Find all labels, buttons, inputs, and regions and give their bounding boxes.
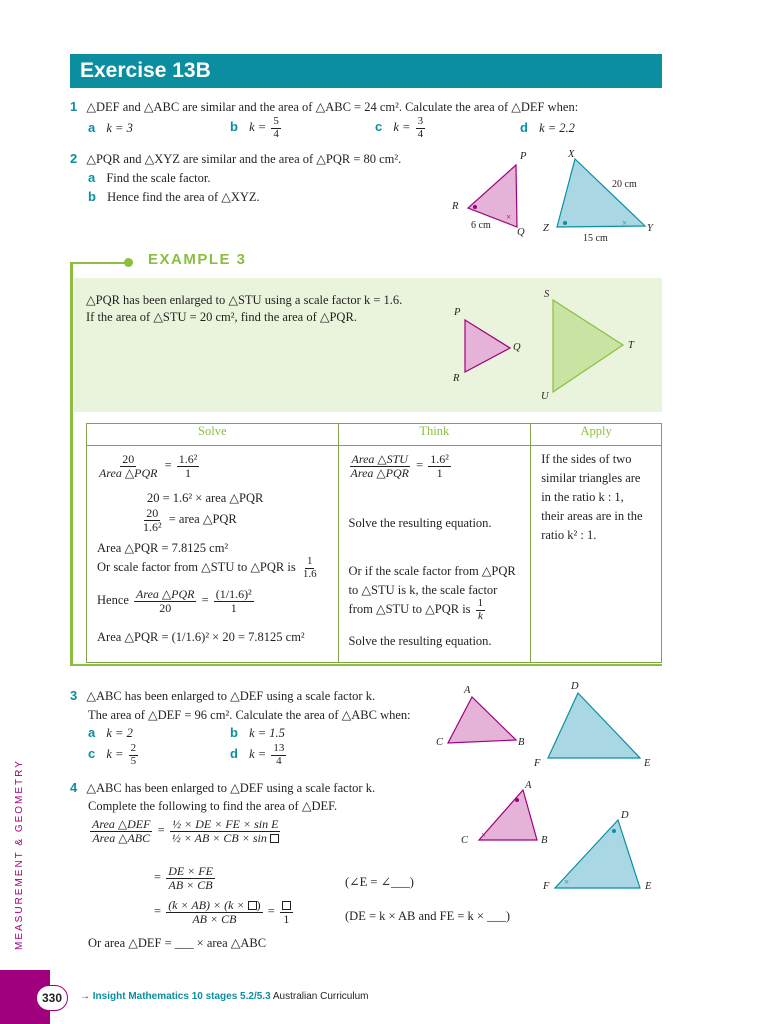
q2-figure: × × P Q R X Y Z 6 cm 20 cm 15 cm xyxy=(440,145,670,250)
solve-header: Solve xyxy=(87,424,339,446)
question-1 xyxy=(70,99,578,115)
q1-part-d: d k = 2.2 xyxy=(520,120,575,135)
section-side-label: MEASUREMENT & GEOMETRY xyxy=(14,759,25,950)
q3-line-2: The area of △DEF = 96 cm². Calculate the area of △ABC when: xyxy=(88,708,411,722)
svg-text:×: × xyxy=(481,830,487,840)
q3-figure: A B C D E F xyxy=(430,685,670,775)
q1-part-c: c k = $\frac{3}{4}$ xyxy=(375,115,424,140)
q2-triangles xyxy=(440,145,670,250)
example-title: EXAMPLE 3 xyxy=(148,251,247,268)
solve-cell: $\frac{20}{\text{Area △PQR}}$ = $\frac{\text{1.6²}}{1}$ 20 = 1.6² × area △PQR $\frac{20}{\text{1.6²}}$ = area △PQR Area △PQR = 7.8125 cm² Or scale factor from △STU to △PQR is $\frac{1}{1.6}$ Hence $\frac{\text{Area △PQR}}{20}$ = $\frac{\text{(1/1.6)²}}{1}$ Area △PQR = (1/1.6)² × 20 = 7.8125 cm² xyxy=(97,452,317,644)
q3-part-a: a k = 2 xyxy=(88,725,133,740)
example-triangles xyxy=(440,285,660,410)
example-figure: P Q R S T U xyxy=(440,285,660,410)
q4-note-2: (DE = k × AB and FE = k × ___) xyxy=(345,909,510,923)
example-line-1: △PQR has been enlarged to △STU using a scale factor k = 1.6. xyxy=(86,293,403,307)
question-3: 3 △ABC has been enlarged to △DEF using a scale factor k. xyxy=(70,688,376,703)
footer-title: → Insight Mathematics 10 stages 5.2/5.3 Australian Curriculum xyxy=(80,991,369,1002)
svg-text:×: × xyxy=(564,877,570,887)
q4-step-2: = $\frac{DE \times FE}{AB \times CB}$ xyxy=(154,864,213,892)
think-header: Think xyxy=(338,424,531,446)
q1-text: △DEF and △ABC are similar and the area of △ABC = 24 cm². Calculate the area of △DEF when: xyxy=(86,100,579,114)
q3-part-c: c k = $\frac{2}{5}$ xyxy=(88,742,137,767)
q4-triangles xyxy=(455,780,665,895)
apply-header: Apply xyxy=(531,424,662,446)
q4-final-line: Or area △DEF = ___ × area △ABC xyxy=(88,936,267,950)
q1-part-b: b k = $\frac{5}{4}$ xyxy=(230,115,279,140)
question-2: 2 △PQR and △XYZ are similar and the area of △PQR = 80 cm². xyxy=(70,151,402,166)
think-cell: $\frac{\text{Area △STU}}{\text{Area △PQR}}$ = $\frac{\text{1.6²}}{1}$ Solve the resulting equation. Or if the scale factor from △PQR to △STU is k, the scale factor from △STU to △PQR is $\frac{1}{k}$ Solve the resulting equation. xyxy=(348,452,516,648)
exercise-title: Exercise 13B xyxy=(80,59,211,82)
q1-part-a: a k = 3 xyxy=(88,120,133,135)
q1-number: 1 xyxy=(70,99,78,114)
svg-text:×: × xyxy=(506,212,512,222)
blank-box xyxy=(282,901,291,910)
q3-part-d: d k = $\frac{13}{4}$ xyxy=(230,742,285,767)
apply-cell: If the sides of two similar triangles are in the ratio k : 1, their areas are in the ratio k² : 1. xyxy=(541,452,643,542)
example-3-rule xyxy=(70,262,73,666)
q3-part-b: b k = 1.5 xyxy=(230,725,285,740)
question-4: 4 △ABC has been enlarged to △DEF using a scale factor k. xyxy=(70,780,376,795)
q4-figure: × × A B C D E F xyxy=(455,780,665,895)
blank-box xyxy=(270,834,279,843)
q2-part-b: b Hence find the area of △XYZ. xyxy=(88,189,260,204)
q3-triangles xyxy=(430,685,670,775)
q4-step-3: = $\frac{(k \times AB) \times (k \times )}{AB \times CB}$ = 1 xyxy=(154,899,295,925)
q4-note-1: (∠E = ∠___) xyxy=(345,875,414,889)
example-line-2: If the area of △STU = 20 cm², find the area of △PQR. xyxy=(86,310,357,324)
solve-think-apply-table xyxy=(86,423,662,663)
exercise-header xyxy=(70,54,662,88)
q4-line-2: Complete the following to find the area of △DEF. xyxy=(88,799,338,813)
page-number: 330 xyxy=(36,985,68,1011)
q2-part-a: a Find the scale factor. xyxy=(88,170,211,185)
q4-step-1: $\frac{\text{Area △DEF}}{\text{Area △ABC}}$ = $\frac{\text{½ × DE × FE × sin E}}{\text{½ × AB × CB × sin}}$ xyxy=(92,817,279,845)
example-bullet-icon xyxy=(124,258,133,267)
svg-text:×: × xyxy=(622,218,628,228)
